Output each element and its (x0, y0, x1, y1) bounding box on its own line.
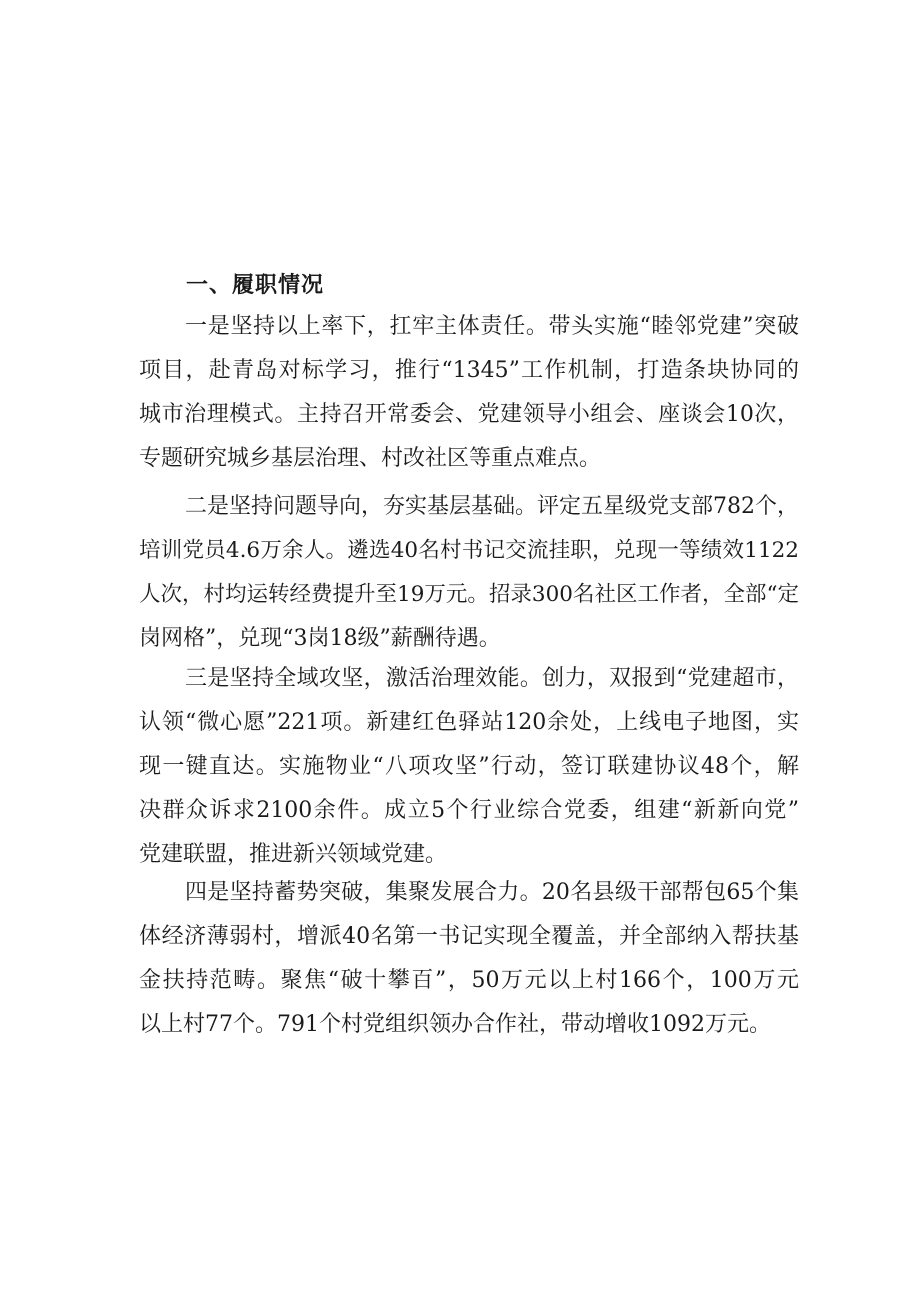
paragraph-line: 以上村77个。791个村党组织领办合作社，带动增收1092万元。 (139, 1012, 771, 1037)
paragraph-line: 金扶持范畴。聚焦“破十攀百”，50万元以上村166个，100万元 (139, 968, 799, 993)
paragraph-line: 人次，村均运转经费提升至19万元。招录300名社区工作者，全部“定 (139, 582, 799, 607)
section-heading: 一、履职情况 (186, 273, 325, 298)
paragraph-line: 城市治理模式。主持召开常委会、党建领导小组会、座谈会10次， (139, 402, 799, 427)
paragraph-line: 二是坚持问题导向，夯实基层基础。评定五星级党支部782个， (185, 494, 799, 519)
paragraph-line: 决群众诉求2100余件。成立5个行业综合党委，组建“新新向党” (139, 798, 799, 823)
paragraph-line: 三是坚持全域攻坚，激活治理效能。创力，双报到“党建超市， (185, 666, 799, 691)
paragraph-line: 专题研究城乡基层治理、村改社区等重点难点。 (139, 446, 602, 471)
paragraph-line: 一是坚持以上率下，扛牢主体责任。带头实施“睦邻党建”突破 (185, 314, 799, 339)
paragraph-line: 项目，赴青岛对标学习，推行“1345”工作机制，打造条块协同的 (139, 358, 799, 383)
paragraph-3 (139, 657, 799, 877)
paragraph-1 (139, 305, 799, 481)
paragraph-line: 体经济薄弱村，增派40名第一书记实现全覆盖，并全部纳入帮扶基 (139, 924, 799, 949)
paragraph-line: 岗网格”，兑现“3岗18级”薪酬待遇。 (139, 626, 501, 651)
paragraph-2 (139, 485, 799, 661)
paragraph-4 (139, 871, 799, 1047)
paragraph-line: 四是坚持蓄势突破，集聚发展合力。20名县级干部帮包65个集 (185, 880, 799, 905)
paragraph-line: 现一键直达。实施物业“八项攻坚”行动，签订联建协议48个，解 (139, 754, 799, 779)
paragraph-line: 培训党员4.6万余人。遴选40名村书记交流挂职，兑现一等绩效1122 (139, 538, 799, 563)
paragraph-line: 认领“微心愿”221项。新建红色驿站120余处，上线电子地图，实 (139, 710, 799, 735)
paragraph-line: 党建联盟，推进新兴领域党建。 (139, 842, 448, 867)
